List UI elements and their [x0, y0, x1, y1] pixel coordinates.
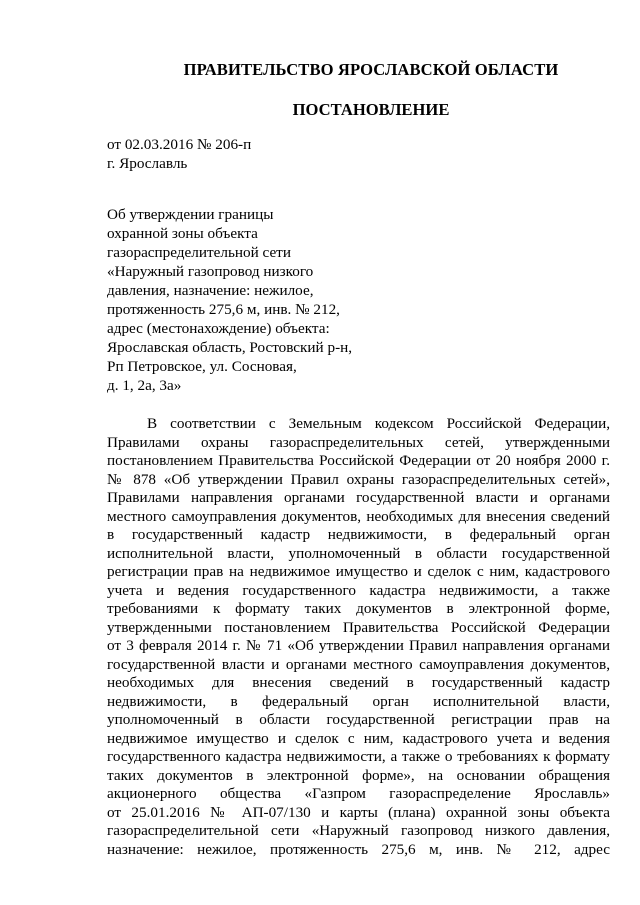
body-line: государственной власти и органами местного самоуправления документов,: [107, 655, 610, 673]
subject-line: протяженность 275,6 м, инв. № 212,: [107, 301, 340, 318]
document-meta: [107, 135, 251, 173]
organization-title: ПРАВИТЕЛЬСТВО ЯРОСЛАВСКОЙ ОБЛАСТИ: [183, 60, 559, 79]
body-line: недвижимости, в федеральный орган исполнительной власти,: [107, 692, 610, 710]
body-line: В соответствии с Земельным кодексом Российской Федерации,: [147, 415, 610, 432]
body-line: государственного кадастра недвижимости, а также о требованиях к формату: [107, 748, 610, 765]
date-number: от 02.03.2016 № 206-п: [107, 136, 252, 153]
document-subject: [107, 205, 352, 395]
body-line: утвержденными постановлением Правительства Российской Федерации: [107, 618, 610, 636]
body-paragraph: [107, 415, 610, 859]
body-line: в государственный кадастр недвижимости, в федеральный орган: [107, 526, 610, 543]
body-line: акционерного общества «Газпром газораспределение Ярославль»: [107, 785, 610, 802]
subject-line: «Наружный газопровод низкого: [107, 263, 314, 280]
body-line: недвижимое имущество и сделок с ним, кадастрового учета и ведения: [107, 729, 610, 747]
body-line: необходимых для внесения сведений в государственный кадастр: [107, 674, 610, 691]
body-line: Правилами охраны газораспределительных сетей, утвержденными: [107, 433, 610, 451]
place: г. Ярославль: [107, 155, 188, 172]
body-line: от 25.01.2016 № АП-07/130 и карты (плана) охранной зоны объекта: [107, 803, 610, 821]
body-line: регистрации прав на недвижимое имущество и сделок с ним, кадастрового: [107, 563, 610, 580]
body-line: постановлением Правительства Российской Федерации от 20 ноября 2000 г.: [107, 452, 610, 469]
body-line: назначение: нежилое, протяженность 275,6 м, инв. № 212, адрес: [107, 840, 610, 858]
subject-line: газораспределительной сети: [107, 244, 291, 261]
subject-line: давления, назначение: нежилое,: [107, 282, 314, 299]
body-line: требованиями к формату таких документов в электронной форме,: [107, 600, 610, 617]
document-type-heading: ПОСТАНОВЛЕНИЕ: [292, 100, 450, 119]
body-line: от 3 февраля 2014 г. № 71 «Об утверждении Правил направления органами: [107, 637, 610, 654]
subject-line: охранной зоны объекта: [107, 225, 258, 242]
body-line: исполнительной власти, уполномоченный в области государственной: [107, 544, 610, 562]
subject-line: Об утверждении границы: [107, 206, 274, 223]
body-line: № 878 «Об утверждении Правил охраны газораспределительных сетей»,: [107, 470, 610, 488]
subject-line: адрес (местонахождение) объекта:: [107, 320, 330, 337]
body-line: уполномоченный в области государственной регистрации прав на: [107, 711, 610, 728]
subject-line: Рп Петровское, ул. Сосновая,: [107, 358, 297, 375]
body-line: местного самоуправления документов, необходимых для внесения сведений: [107, 507, 610, 525]
subject-line: Ярославская область, Ростовский р-н,: [107, 339, 353, 356]
body-line: учета и ведения государственного кадастра недвижимости, а также: [107, 581, 610, 599]
body-line: газораспределительной сети «Наружный газопровод низкого давления,: [107, 822, 610, 839]
body-line: таких документов в электронной форме», на основании обращения: [107, 766, 610, 784]
subject-line: д. 1, 2а, 3а»: [107, 377, 182, 394]
body-line: Правилами направления органами государственной власти и органами: [107, 489, 610, 506]
